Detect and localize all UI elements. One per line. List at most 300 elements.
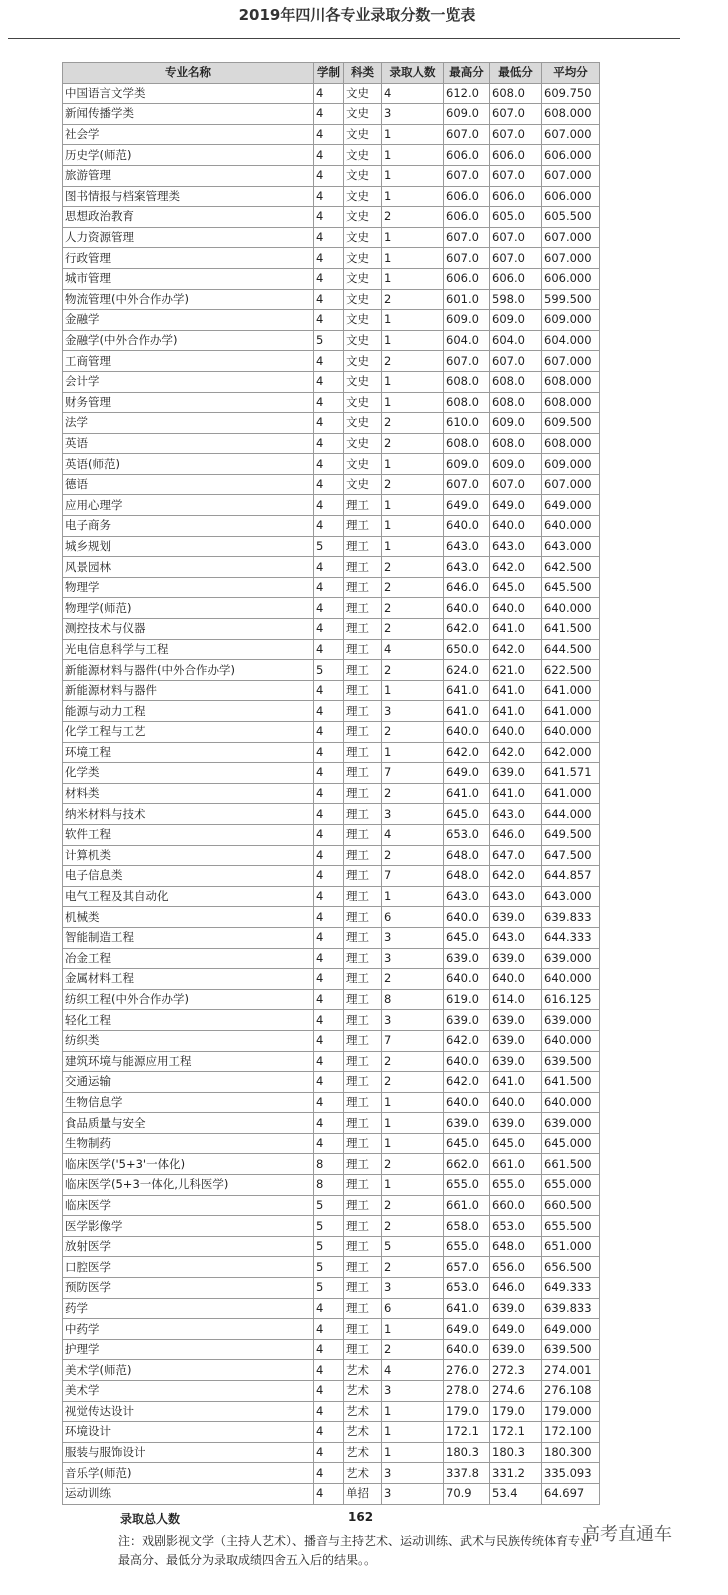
cell-duration: 4: [314, 1401, 344, 1422]
cell-min: 609.0: [490, 310, 542, 331]
cell-major: 物流管理(中外合作办学): [63, 289, 314, 310]
cell-max: 650.0: [444, 639, 490, 660]
table-row: [63, 1422, 600, 1443]
cell-category: 理工: [344, 1236, 382, 1257]
cell-category: 理工: [344, 783, 382, 804]
cell-duration: 4: [314, 722, 344, 743]
cell-avg: 644.500: [542, 639, 600, 660]
cell-category: 理工: [344, 1278, 382, 1299]
admission-score-table: [62, 62, 600, 1505]
cell-category: 文史: [344, 474, 382, 495]
cell-min: 643.0: [490, 804, 542, 825]
cell-category: 理工: [344, 1051, 382, 1072]
cell-admitted: 1: [382, 454, 444, 475]
table-row: [63, 722, 600, 743]
table-row: [63, 1339, 600, 1360]
cell-duration: 4: [314, 433, 344, 454]
cell-max: 640.0: [444, 969, 490, 990]
cell-category: 文史: [344, 83, 382, 104]
cell-admitted: 3: [382, 1278, 444, 1299]
table-row: [63, 433, 600, 454]
cell-major: 应用心理学: [63, 495, 314, 516]
cell-category: 文史: [344, 186, 382, 207]
cell-major: 法学: [63, 413, 314, 434]
cell-max: 641.0: [444, 783, 490, 804]
cell-avg: 64.697: [542, 1483, 600, 1504]
cell-avg: 609.000: [542, 310, 600, 331]
table-row: [63, 454, 600, 475]
cell-duration: 4: [314, 371, 344, 392]
cell-major: 放射医学: [63, 1236, 314, 1257]
cell-max: 640.0: [444, 1339, 490, 1360]
cell-avg: 655.500: [542, 1216, 600, 1237]
cell-major: 德语: [63, 474, 314, 495]
cell-major: 医学影像学: [63, 1216, 314, 1237]
cell-major: 纳米材料与技术: [63, 804, 314, 825]
cell-avg: 605.500: [542, 207, 600, 228]
cell-min: 606.0: [490, 186, 542, 207]
cell-major: 视觉传达设计: [63, 1401, 314, 1422]
cell-min: 53.4: [490, 1483, 542, 1504]
cell-admitted: 2: [382, 845, 444, 866]
cell-admitted: 2: [382, 660, 444, 681]
table-row: [63, 1133, 600, 1154]
cell-major: 新能源材料与器件: [63, 680, 314, 701]
cell-max: 657.0: [444, 1257, 490, 1278]
cell-duration: 4: [314, 639, 344, 660]
cell-major: 金融学: [63, 310, 314, 331]
cell-category: 理工: [344, 557, 382, 578]
cell-category: 理工: [344, 1030, 382, 1051]
cell-admitted: 2: [382, 474, 444, 495]
cell-max: 607.0: [444, 474, 490, 495]
cell-min: 609.0: [490, 454, 542, 475]
cell-min: 604.0: [490, 330, 542, 351]
cell-min: 639.0: [490, 1030, 542, 1051]
cell-avg: 179.000: [542, 1401, 600, 1422]
cell-admitted: 3: [382, 804, 444, 825]
cell-category: 理工: [344, 495, 382, 516]
cell-max: 658.0: [444, 1216, 490, 1237]
cell-min: 642.0: [490, 742, 542, 763]
cell-major: 历史学(师范): [63, 145, 314, 166]
cell-category: 文史: [344, 433, 382, 454]
cell-admitted: 1: [382, 124, 444, 145]
cell-min: 179.0: [490, 1401, 542, 1422]
header-category: 科类: [344, 63, 382, 84]
cell-avg: 607.000: [542, 248, 600, 269]
cell-category: 理工: [344, 1175, 382, 1196]
table-row: [63, 598, 600, 619]
cell-duration: 4: [314, 1010, 344, 1031]
cell-min: 607.0: [490, 248, 542, 269]
table-row: [63, 1072, 600, 1093]
cell-category: 艺术: [344, 1401, 382, 1422]
cell-admitted: 6: [382, 1298, 444, 1319]
cell-admitted: 1: [382, 371, 444, 392]
cell-avg: 644.333: [542, 927, 600, 948]
cell-min: 639.0: [490, 1010, 542, 1031]
cell-avg: 641.000: [542, 680, 600, 701]
cell-avg: 642.000: [542, 742, 600, 763]
cell-duration: 4: [314, 783, 344, 804]
cell-major: 中国语言文学类: [63, 83, 314, 104]
table-row: [63, 392, 600, 413]
cell-max: 172.1: [444, 1422, 490, 1443]
cell-avg: 644.857: [542, 866, 600, 887]
cell-min: 640.0: [490, 969, 542, 990]
footnote: 注：戏剧影视文学（主持人艺术）、播音与主持艺术、运动训练、武术与民族传统体育专业最高分、最低分为录取成绩四舍五入后的结果。。: [118, 1534, 593, 1567]
cell-major: 材料类: [63, 783, 314, 804]
cell-duration: 4: [314, 824, 344, 845]
cell-category: 文史: [344, 104, 382, 125]
cell-major: 新能源材料与器件(中外合作办学): [63, 660, 314, 681]
cell-duration: 8: [314, 1154, 344, 1175]
cell-category: 艺术: [344, 1442, 382, 1463]
cell-duration: 4: [314, 474, 344, 495]
cell-duration: 4: [314, 268, 344, 289]
cell-min: 639.0: [490, 1298, 542, 1319]
cell-category: 理工: [344, 948, 382, 969]
cell-avg: 640.000: [542, 1092, 600, 1113]
cell-category: 理工: [344, 845, 382, 866]
cell-admitted: 4: [382, 824, 444, 845]
cell-duration: 4: [314, 1298, 344, 1319]
cell-avg: 651.000: [542, 1236, 600, 1257]
cell-min: 648.0: [490, 1236, 542, 1257]
cell-duration: 4: [314, 1422, 344, 1443]
cell-duration: 4: [314, 516, 344, 537]
cell-min: 642.0: [490, 557, 542, 578]
cell-min: 643.0: [490, 886, 542, 907]
cell-admitted: 3: [382, 701, 444, 722]
cell-max: 655.0: [444, 1236, 490, 1257]
cell-category: 理工: [344, 598, 382, 619]
cell-major: 轻化工程: [63, 1010, 314, 1031]
cell-admitted: 2: [382, 722, 444, 743]
cell-min: 647.0: [490, 845, 542, 866]
table-header-row: [63, 63, 600, 84]
cell-admitted: 2: [382, 351, 444, 372]
cell-category: 理工: [344, 866, 382, 887]
cell-admitted: 7: [382, 1030, 444, 1051]
cell-max: 641.0: [444, 701, 490, 722]
cell-max: 639.0: [444, 1113, 490, 1134]
cell-min: 331.2: [490, 1463, 542, 1484]
table-row: [63, 310, 600, 331]
cell-major: 软件工程: [63, 824, 314, 845]
cell-max: 640.0: [444, 722, 490, 743]
cell-min: 639.0: [490, 763, 542, 784]
cell-avg: 643.000: [542, 886, 600, 907]
cell-max: 642.0: [444, 619, 490, 640]
table-row: [63, 145, 600, 166]
header-min: 最低分: [490, 63, 542, 84]
cell-avg: 607.000: [542, 165, 600, 186]
cell-admitted: 2: [382, 1154, 444, 1175]
cell-major: 光电信息科学与工程: [63, 639, 314, 660]
cell-category: 艺术: [344, 1422, 382, 1443]
cell-min: 641.0: [490, 619, 542, 640]
table-row: [63, 371, 600, 392]
cell-category: 文史: [344, 392, 382, 413]
cell-max: 337.8: [444, 1463, 490, 1484]
cell-duration: 4: [314, 557, 344, 578]
cell-admitted: 4: [382, 639, 444, 660]
cell-max: 606.0: [444, 186, 490, 207]
cell-category: 理工: [344, 1257, 382, 1278]
cell-duration: 4: [314, 83, 344, 104]
cell-category: 文史: [344, 268, 382, 289]
cell-duration: 4: [314, 104, 344, 125]
cell-avg: 172.100: [542, 1422, 600, 1443]
cell-max: 278.0: [444, 1381, 490, 1402]
table-body: [63, 83, 600, 1504]
table-row: [63, 474, 600, 495]
cell-admitted: 4: [382, 1360, 444, 1381]
header-duration: 学制: [314, 63, 344, 84]
table-row: [63, 165, 600, 186]
cell-admitted: 1: [382, 310, 444, 331]
cell-category: 理工: [344, 619, 382, 640]
cell-admitted: 2: [382, 1051, 444, 1072]
table-row: [63, 1092, 600, 1113]
cell-admitted: 1: [382, 742, 444, 763]
cell-category: 文史: [344, 248, 382, 269]
cell-avg: 656.500: [542, 1257, 600, 1278]
cell-major: 工商管理: [63, 351, 314, 372]
cell-category: 理工: [344, 1113, 382, 1134]
cell-admitted: 1: [382, 1175, 444, 1196]
cell-category: 理工: [344, 1298, 382, 1319]
cell-min: 272.3: [490, 1360, 542, 1381]
cell-max: 641.0: [444, 1298, 490, 1319]
cell-min: 608.0: [490, 433, 542, 454]
table-row: [63, 1401, 600, 1422]
table-row: [63, 124, 600, 145]
cell-avg: 604.000: [542, 330, 600, 351]
table-row: [63, 989, 600, 1010]
cell-avg: 335.093: [542, 1463, 600, 1484]
table-row: [63, 1216, 600, 1237]
cell-min: 614.0: [490, 989, 542, 1010]
cell-admitted: 2: [382, 1195, 444, 1216]
cell-min: 621.0: [490, 660, 542, 681]
cell-category: 艺术: [344, 1463, 382, 1484]
cell-admitted: 1: [382, 248, 444, 269]
cell-avg: 642.500: [542, 557, 600, 578]
cell-duration: 4: [314, 310, 344, 331]
cell-duration: 5: [314, 660, 344, 681]
cell-max: 639.0: [444, 948, 490, 969]
cell-major: 预防医学: [63, 1278, 314, 1299]
cell-max: 645.0: [444, 927, 490, 948]
cell-admitted: 2: [382, 598, 444, 619]
cell-category: 理工: [344, 763, 382, 784]
cell-max: 619.0: [444, 989, 490, 1010]
cell-major: 电子商务: [63, 516, 314, 537]
cell-duration: 4: [314, 1339, 344, 1360]
cell-major: 财务管理: [63, 392, 314, 413]
cell-admitted: 2: [382, 1072, 444, 1093]
table-row: [63, 866, 600, 887]
cell-avg: 649.333: [542, 1278, 600, 1299]
table-row: [63, 1010, 600, 1031]
cell-max: 642.0: [444, 742, 490, 763]
cell-avg: 608.000: [542, 104, 600, 125]
cell-major: 交通运输: [63, 1072, 314, 1093]
cell-major: 思想政治教育: [63, 207, 314, 228]
cell-min: 641.0: [490, 680, 542, 701]
cell-category: 理工: [344, 680, 382, 701]
cell-category: 文史: [344, 227, 382, 248]
table-row: [63, 1195, 600, 1216]
cell-max: 653.0: [444, 1278, 490, 1299]
cell-avg: 641.000: [542, 783, 600, 804]
cell-duration: 4: [314, 742, 344, 763]
cell-max: 642.0: [444, 1072, 490, 1093]
cell-avg: 609.000: [542, 454, 600, 475]
cell-avg: 647.500: [542, 845, 600, 866]
cell-max: 607.0: [444, 351, 490, 372]
cell-avg: 639.500: [542, 1051, 600, 1072]
cell-duration: 5: [314, 1195, 344, 1216]
table-row: [63, 1298, 600, 1319]
cell-admitted: 7: [382, 866, 444, 887]
cell-admitted: 2: [382, 577, 444, 598]
cell-admitted: 1: [382, 145, 444, 166]
cell-duration: 4: [314, 145, 344, 166]
cell-duration: 4: [314, 1051, 344, 1072]
cell-min: 641.0: [490, 1072, 542, 1093]
cell-admitted: 1: [382, 516, 444, 537]
cell-duration: 4: [314, 351, 344, 372]
cell-min: 607.0: [490, 124, 542, 145]
cell-avg: 655.000: [542, 1175, 600, 1196]
cell-max: 609.0: [444, 454, 490, 475]
cell-max: 640.0: [444, 516, 490, 537]
page-title: 2019年四川各专业录取分数一览表: [238, 6, 476, 24]
cell-avg: 644.000: [542, 804, 600, 825]
cell-avg: 649.000: [542, 1319, 600, 1340]
table-row: [63, 639, 600, 660]
cell-category: 理工: [344, 824, 382, 845]
table-row: [63, 1442, 600, 1463]
cell-admitted: 3: [382, 1010, 444, 1031]
cell-avg: 639.000: [542, 1113, 600, 1134]
cell-max: 609.0: [444, 310, 490, 331]
cell-duration: 4: [314, 845, 344, 866]
title-divider: [8, 38, 680, 39]
table-row: [63, 886, 600, 907]
cell-category: 文史: [344, 330, 382, 351]
cell-max: 648.0: [444, 866, 490, 887]
cell-min: 655.0: [490, 1175, 542, 1196]
header-major: 专业名称: [63, 63, 314, 84]
table-row: [63, 1360, 600, 1381]
cell-category: 理工: [344, 516, 382, 537]
cell-max: 646.0: [444, 577, 490, 598]
table-row: [63, 948, 600, 969]
cell-duration: 4: [314, 186, 344, 207]
cell-min: 639.0: [490, 1113, 542, 1134]
cell-major: 金属材料工程: [63, 969, 314, 990]
cell-admitted: 5: [382, 1236, 444, 1257]
cell-major: 城乡规划: [63, 536, 314, 557]
cell-category: 文史: [344, 165, 382, 186]
cell-min: 646.0: [490, 1278, 542, 1299]
table-row: [63, 516, 600, 537]
cell-duration: 4: [314, 1442, 344, 1463]
cell-major: 药学: [63, 1298, 314, 1319]
cell-max: 641.0: [444, 680, 490, 701]
cell-admitted: 3: [382, 948, 444, 969]
table-row: [63, 536, 600, 557]
cell-major: 生物制药: [63, 1133, 314, 1154]
table-row: [63, 763, 600, 784]
cell-min: 645.0: [490, 1133, 542, 1154]
cell-min: 645.0: [490, 577, 542, 598]
cell-duration: 4: [314, 948, 344, 969]
cell-avg: 640.000: [542, 969, 600, 990]
cell-avg: 608.000: [542, 371, 600, 392]
cell-major: 电气工程及其自动化: [63, 886, 314, 907]
cell-avg: 608.000: [542, 433, 600, 454]
cell-major: 临床医学: [63, 1195, 314, 1216]
cell-avg: 640.000: [542, 516, 600, 537]
cell-avg: 609.500: [542, 413, 600, 434]
table-row: [63, 557, 600, 578]
cell-admitted: 1: [382, 1422, 444, 1443]
cell-major: 临床医学(5+3一体化,儿科医学): [63, 1175, 314, 1196]
cell-avg: 639.500: [542, 1339, 600, 1360]
cell-duration: 5: [314, 330, 344, 351]
cell-category: 文史: [344, 145, 382, 166]
cell-major: 英语(师范): [63, 454, 314, 475]
cell-category: 理工: [344, 742, 382, 763]
cell-min: 643.0: [490, 927, 542, 948]
cell-major: 电子信息类: [63, 866, 314, 887]
cell-category: 理工: [344, 701, 382, 722]
cell-admitted: 3: [382, 927, 444, 948]
cell-category: 文史: [344, 207, 382, 228]
table-row: [63, 413, 600, 434]
table-row: [63, 1381, 600, 1402]
cell-min: 608.0: [490, 83, 542, 104]
cell-major: 护理学: [63, 1339, 314, 1360]
cell-min: 649.0: [490, 495, 542, 516]
cell-min: 640.0: [490, 516, 542, 537]
cell-major: 行政管理: [63, 248, 314, 269]
cell-avg: 660.500: [542, 1195, 600, 1216]
cell-category: 艺术: [344, 1381, 382, 1402]
cell-admitted: 1: [382, 268, 444, 289]
cell-major: 美术学: [63, 1381, 314, 1402]
cell-min: 607.0: [490, 165, 542, 186]
cell-max: 607.0: [444, 165, 490, 186]
cell-admitted: 3: [382, 1381, 444, 1402]
cell-duration: 5: [314, 1216, 344, 1237]
cell-major: 人力资源管理: [63, 227, 314, 248]
cell-duration: 4: [314, 989, 344, 1010]
cell-avg: 640.000: [542, 598, 600, 619]
cell-admitted: 1: [382, 1319, 444, 1340]
cell-max: 607.0: [444, 124, 490, 145]
cell-category: 理工: [344, 969, 382, 990]
cell-admitted: 1: [382, 330, 444, 351]
cell-major: 社会学: [63, 124, 314, 145]
table-row: [63, 927, 600, 948]
